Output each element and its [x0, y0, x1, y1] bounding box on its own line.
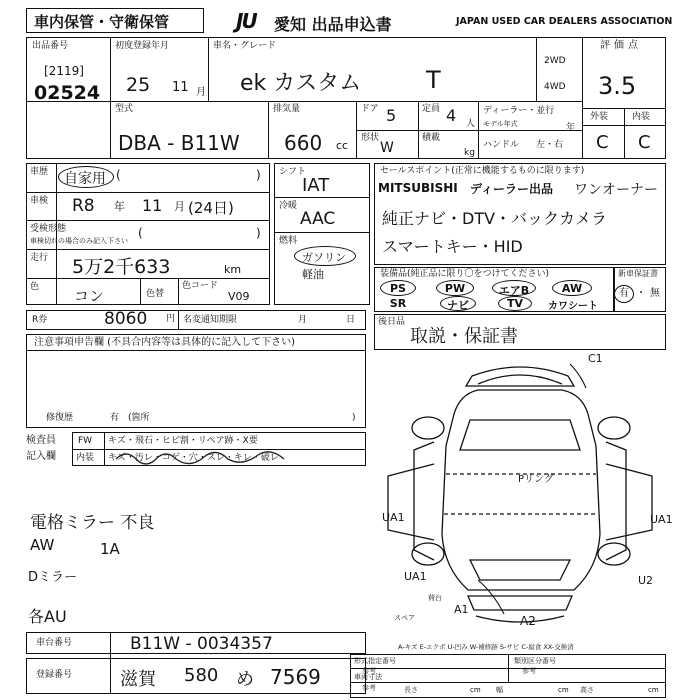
- eq-aw: AW: [561, 282, 583, 295]
- spec-dim-width: 幅: [496, 686, 503, 694]
- damage-legend: A-キズ E-エクボ U-凹み W-補修跡 S-サビ C-腐食 XX-交換済: [398, 643, 574, 651]
- one-owner: ワンオーナー: [574, 182, 658, 198]
- selling-points-label: セールスポイント(正常に機能するものに限ります): [380, 166, 585, 176]
- color-code-label: 色コード: [182, 281, 219, 291]
- selling-line-1: 純正ナビ・DTV・バックカメラ: [382, 209, 608, 228]
- color-code: V09: [228, 290, 250, 303]
- exterior-label: 外装: [590, 112, 609, 122]
- first-registration-year: 25: [126, 74, 151, 96]
- model-year-label: モデル年式: [483, 120, 518, 128]
- spec-row-3: 車両寸法: [354, 673, 382, 681]
- color-shade-label: 色替: [146, 289, 165, 299]
- model-year-unit: 年: [566, 123, 576, 133]
- inspector-scribble: [108, 443, 298, 473]
- spec-row-2: 類別区分番号: [514, 657, 556, 665]
- interior-label: 内装: [632, 112, 651, 122]
- remark-1a: 1A: [100, 540, 120, 558]
- mitsubishi-brand: MITSUBISHI: [378, 181, 458, 195]
- doors-label: ドア: [361, 104, 379, 114]
- load-unit: kg: [464, 148, 475, 158]
- name-change-month: 月: [298, 315, 308, 325]
- plate-serial: 7569: [270, 665, 321, 689]
- spec-dim-length: 長さ: [404, 686, 418, 694]
- repair-history-label: 修復歴: [46, 413, 74, 423]
- history-paren-close: ): [256, 168, 261, 182]
- receipt-paren-open: (: [138, 226, 143, 240]
- first-registration-label: 初度登録年月: [115, 41, 170, 51]
- eq-tv: TV: [506, 297, 524, 310]
- after-docs-value: 取説・保証書: [410, 326, 518, 347]
- eq-airbag: エアB: [498, 284, 530, 297]
- model-value: DBA - B11W: [118, 131, 240, 155]
- lot-sub-number: [2119]: [44, 64, 84, 78]
- vehicle-history-section: [26, 163, 270, 305]
- remark-each-au: 各AU: [28, 607, 67, 626]
- capacity-value: 4: [446, 106, 457, 125]
- recycle-unit: 円: [166, 314, 176, 324]
- spec-dim-width-unit: cm: [558, 686, 569, 694]
- lot-label: 出品番号: [32, 41, 69, 51]
- warranty-yes: 有: [619, 288, 629, 299]
- ju-logo: JU: [236, 9, 256, 33]
- first-registration-month: 11: [172, 80, 189, 95]
- inspector-int-items: キズ・汚レ・コゲ・穴・スレ・キレ・破レ: [108, 453, 279, 463]
- displacement-value: 660: [284, 131, 323, 155]
- frame-value: B11W - 0034357: [130, 634, 273, 654]
- score-value: 3.5: [598, 72, 637, 100]
- model-label: 型式: [115, 104, 134, 114]
- label-spare: スペア: [394, 614, 415, 622]
- first-registration-month-unit: 月: [196, 87, 206, 98]
- interior-grade: C: [638, 132, 651, 153]
- receipt-label: 受検形態: [30, 224, 67, 234]
- mark-c1: C1: [588, 352, 603, 365]
- drive-4wd: 4WD: [544, 82, 566, 92]
- history-value: 自家用: [64, 171, 106, 187]
- inspection-month: 11: [142, 196, 163, 215]
- capacity-label: 定員: [422, 104, 441, 114]
- plate-number: 580: [184, 665, 219, 686]
- notes-label: 注意事項申告欄 (不具合内容等は具体的に記入して下さい): [34, 337, 295, 348]
- capacity-unit: 人: [466, 119, 476, 129]
- inspector-label-2: 記入欄: [26, 451, 56, 462]
- frame-label: 車台番号: [36, 638, 73, 648]
- score-label: 評価点: [600, 40, 642, 51]
- spec-row-1: 形式指定番号: [354, 657, 396, 665]
- handle-label: ハンドル: [483, 140, 520, 150]
- name-change-day: 日: [346, 315, 356, 325]
- receipt-paren-close: ): [256, 226, 261, 240]
- color-label: 色: [30, 282, 40, 292]
- car-grade-value: T: [426, 66, 441, 94]
- repair-yes: 有: [110, 413, 120, 423]
- mark-pring: Pリング: [518, 474, 554, 485]
- color-value: コン: [74, 287, 105, 305]
- recycle-value: 8060: [104, 309, 148, 329]
- mileage-label: 走行: [30, 253, 49, 263]
- shape-value: W: [380, 140, 394, 156]
- history-paren-open: (: [116, 168, 121, 182]
- spec-ref-3: 参考: [362, 684, 376, 692]
- fuel-value: ガソリン: [302, 251, 346, 264]
- inspector-label-1: 検査員: [26, 435, 56, 446]
- mark-ua1-right: UA1: [650, 513, 673, 526]
- mark-a1: A1: [454, 603, 469, 616]
- eq-leather-seat: カワシート: [548, 301, 598, 312]
- mileage-value: 5万2千633: [72, 256, 171, 278]
- repair-spot: (箇所: [128, 413, 150, 423]
- inspector-ext-items: キズ・飛石・ヒビ割・リペア跡・X要: [108, 436, 258, 446]
- eq-ps: PS: [390, 282, 406, 295]
- shift-value: IAT: [302, 175, 330, 196]
- label-rear: 荷台: [428, 594, 442, 602]
- mileage-unit: km: [224, 263, 242, 276]
- spec-dim-length-unit: cm: [470, 686, 481, 694]
- spec-dim-height: 高さ: [580, 686, 594, 694]
- car-name-label: 車名・グレード: [213, 41, 277, 51]
- spec-ref-2: 参考: [522, 667, 536, 675]
- plate-region: 滋賀: [120, 669, 156, 690]
- notes-section: [26, 334, 366, 428]
- eq-navi: ナビ: [447, 299, 469, 312]
- inspection-day: (24日): [188, 199, 234, 217]
- repair-close: ): [352, 413, 356, 423]
- inspector-int-head: 内装: [76, 453, 95, 463]
- recycle-label: R券: [32, 315, 48, 325]
- history-label: 車歴: [30, 167, 49, 177]
- after-docs-label: 後日品: [378, 317, 406, 327]
- spec-ref-1: 参考: [362, 667, 376, 675]
- plate-label: 登録番号: [36, 670, 73, 680]
- inspection-label: 車検: [30, 196, 49, 206]
- eq-sr: SR: [389, 297, 407, 310]
- receipt-note: 車検切れの場合のみ記入下さい: [30, 237, 128, 245]
- warranty-no: 無: [650, 288, 660, 299]
- inspection-month-unit: 月: [174, 200, 185, 213]
- load-label: 積載: [422, 133, 441, 143]
- association-name: JAPAN USED CAR DEALERS ASSOCIATION: [456, 16, 673, 27]
- inspection-era: R8: [72, 196, 95, 216]
- doors-value: 5: [386, 106, 397, 125]
- inspection-year-unit: 年: [114, 200, 125, 213]
- dealer-import-label: ディーラー・並行: [483, 106, 555, 116]
- name-change-label: 名変通知期限: [183, 315, 238, 325]
- lot-number: 02524: [34, 82, 101, 104]
- selling-line-2: スマートキー・HID: [382, 237, 523, 256]
- mark-a2: A2: [520, 614, 536, 628]
- form-title: 愛知 出品申込書: [274, 15, 392, 34]
- displacement-label: 排気量: [273, 104, 301, 114]
- handle-options: 左・右: [536, 140, 564, 150]
- plate-kana: め: [236, 669, 254, 690]
- storage-note: 車内保管・守衛保管: [34, 13, 170, 31]
- equipment-label: 装備品(純正品に限り〇をつけてください): [380, 269, 550, 279]
- eq-pw: PW: [444, 282, 466, 295]
- aircon-value: AAC: [300, 209, 336, 229]
- inspector-ext-head: FW: [78, 436, 93, 446]
- dealer-text: ディーラー出品: [470, 182, 554, 196]
- spec-dim-height-unit: cm: [648, 686, 659, 694]
- fuel-option-diesel: 軽油: [302, 268, 324, 281]
- fuel-label: 燃料: [279, 236, 298, 246]
- warranty-dot: ・: [636, 288, 646, 299]
- shift-label: シフト: [279, 167, 307, 177]
- mark-ua1-lower: UA1: [404, 570, 427, 583]
- remark-mirror: 電格ミラー 不良: [30, 513, 155, 533]
- car-damage-diagram: [374, 354, 666, 644]
- exterior-grade: C: [596, 132, 609, 153]
- remark-aw: AW: [30, 536, 55, 554]
- displacement-unit: cc: [336, 139, 349, 152]
- shape-label: 形状: [361, 133, 380, 143]
- warranty-label: 新車保証書: [618, 269, 658, 278]
- mark-ua1-left: UA1: [382, 511, 405, 524]
- car-name-value: ek カスタム: [240, 71, 362, 96]
- remark-d-mirror: Dミラー: [28, 570, 78, 585]
- drive-2wd: 2WD: [544, 56, 566, 66]
- mark-u2: U2: [638, 574, 654, 587]
- aircon-label: 冷暖: [279, 201, 298, 211]
